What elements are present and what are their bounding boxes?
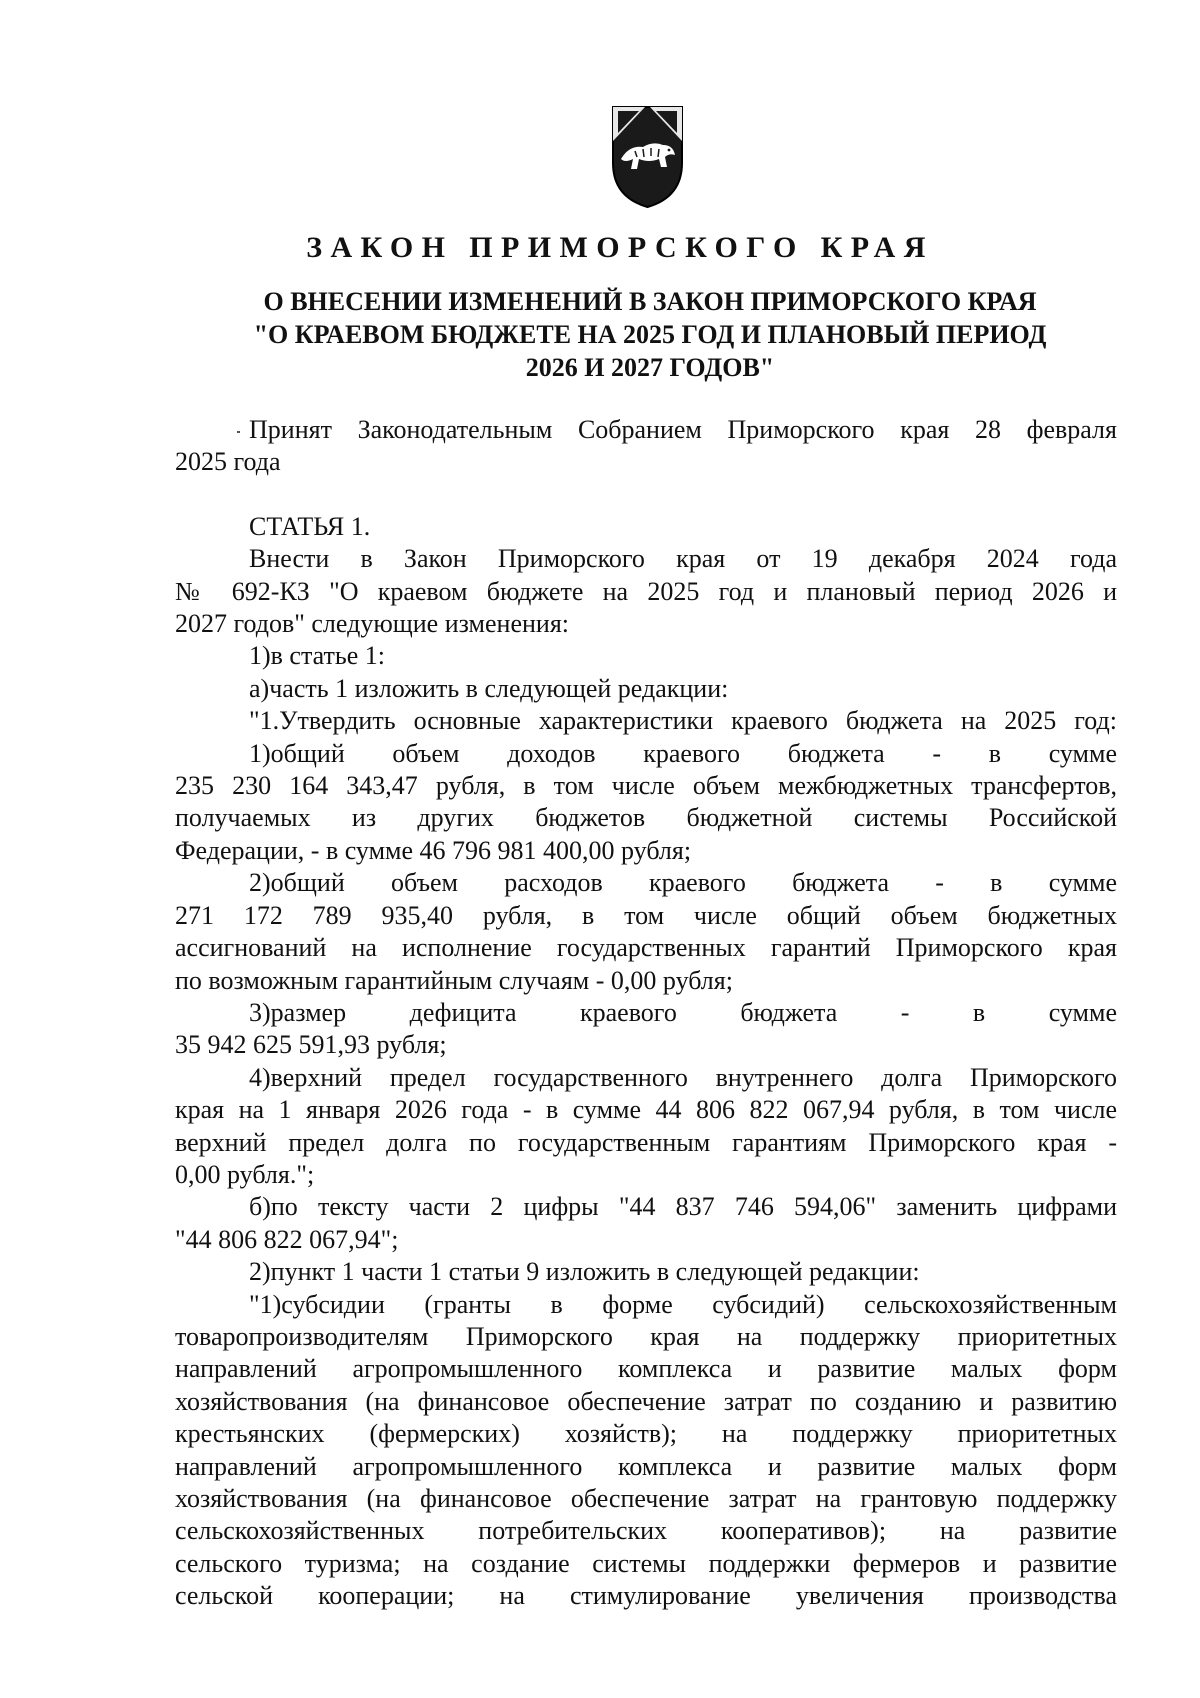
- adoption-line: Принят Законодательным Собранием Приморского края 28 февраля: [249, 415, 1117, 444]
- text-line: Федерации, - в сумме 46 796 981 400,00 рубля;: [175, 835, 692, 865]
- text-line: 235 230 164 343,47 рубля, в том числе объем межбюджетных трансфертов,: [175, 771, 1117, 801]
- text-line: хозяйствования (на финансовое обеспечение затрат по созданию и развитию: [175, 1386, 1117, 1416]
- text-line: крестьянских (фермерских) хозяйств); на поддержку приоритетных: [175, 1419, 1117, 1449]
- law-subtitle: [170, 285, 1130, 384]
- text-line: верхний предел долга по государственным гарантиям Приморского края -: [175, 1127, 1117, 1157]
- text-line: ассигнований на исполнение государственных гарантий Приморского края: [175, 933, 1117, 963]
- subtitle-line: "О КРАЕВОМ БЮДЖЕТЕ НА 2025 ГОД И ПЛАНОВЫЙ ПЕРИОД: [253, 320, 1047, 349]
- text-line: получаемых из других бюджетов бюджетной системы Российской: [175, 803, 1117, 833]
- text-line: 271 172 789 935,40 рубля, в том числе общий объем бюджетных: [175, 900, 1117, 930]
- text-line: "1)субсидии (гранты в форме субсидий) сельскохозяйственным: [249, 1289, 1117, 1319]
- subtitle-line: О ВНЕСЕНИИ ИЗМЕНЕНИЙ В ЗАКОН ПРИМОРСКОГО КРАЯ: [263, 287, 1037, 316]
- text-line: направлений агропромышленного комплекса и развитие малых форм: [175, 1451, 1117, 1481]
- text-line: 2027 годов" следующие изменения:: [175, 609, 569, 639]
- subtitle-line: 2026 И 2027 ГОДОВ": [525, 353, 775, 382]
- text-line: 0,00 рубля.";: [175, 1159, 315, 1189]
- text-line: Внести в Закон Приморского края от 19 декабря 2024 года: [249, 544, 1117, 574]
- coat-of-arms-icon: [609, 101, 686, 211]
- text-line: 2)общий объем расходов краевого бюджета - в сумме: [249, 868, 1117, 898]
- text-line: 2)пункт 1 части 1 статьи 9 изложить в следующей редакции:: [249, 1257, 920, 1287]
- text-line: 4)верхний предел государственного внутреннего долга Приморского: [249, 1062, 1117, 1092]
- text-line: № 692-КЗ "О краевом бюджете на 2025 год и плановый период 2026 и: [175, 576, 1117, 606]
- text-line: направлений агропромышленного комплекса и развитие малых форм: [175, 1354, 1117, 1384]
- law-title: ЗАКОН ПРИМОРСКОГО КРАЯ: [306, 231, 934, 264]
- text-line: края на 1 января 2026 года - в сумме 44 806 822 067,94 рубля, в том числе: [175, 1095, 1117, 1125]
- adoption-line: 2025 года: [175, 447, 281, 477]
- text-line: хозяйствования (на финансовое обеспечение затрат на грантовую поддержку: [175, 1484, 1117, 1513]
- text-line: 1)общий объем доходов краевого бюджета - в сумме: [249, 738, 1117, 768]
- document-body: [175, 414, 1117, 1613]
- text-line: б)по тексту части 2 цифры "44 837 746 594,06" заменить цифрами: [249, 1192, 1117, 1222]
- text-line: 35 942 625 591,93 рубля;: [175, 1030, 447, 1060]
- text-line: по возможным гарантийным случаям - 0,00 рубля;: [175, 965, 733, 995]
- text-line: "1.Утвердить основные характеристики краевого бюджета на 2025 год:: [249, 706, 1117, 736]
- text-line: сельской кооперации; на стимулирование увеличения производства: [175, 1581, 1117, 1611]
- article-heading: СТАТЬЯ 1.: [249, 511, 371, 541]
- text-line: сельского туризма; на создание системы поддержки фермеров и развитие: [175, 1548, 1117, 1578]
- text-line: 3)размер дефицита краевого бюджета - в сумме: [249, 997, 1117, 1027]
- text-line: "44 806 822 067,94";: [175, 1224, 399, 1254]
- text-line: а)часть 1 изложить в следующей редакции:: [249, 673, 729, 703]
- text-line: товаропроизводителям Приморского края на поддержку приоритетных: [175, 1321, 1117, 1351]
- text-line: 1)в статье 1:: [249, 641, 386, 671]
- text-line: сельскохозяйственных потребительских кооперативов); на развитие: [175, 1516, 1117, 1546]
